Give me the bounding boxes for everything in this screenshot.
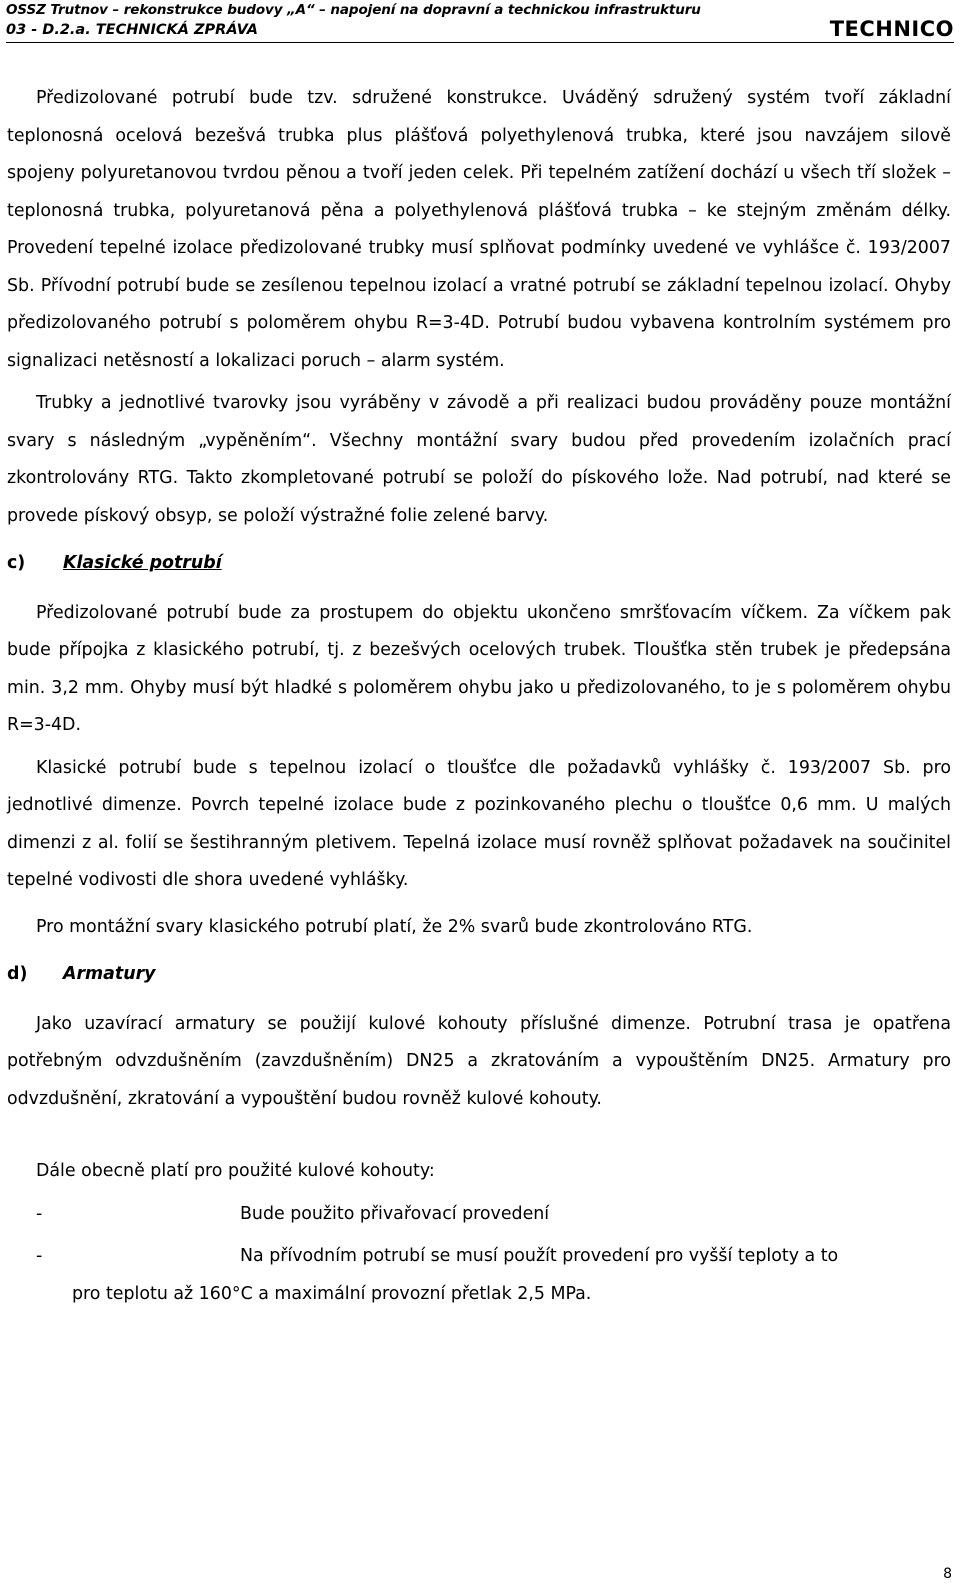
- list-item-text: Na přívodním potrubí se musí použít provedení pro vyšší teploty a to: [240, 1246, 839, 1266]
- paragraph-klasicke-potrubi-2: Klasické potrubí bude s tepelnou izolací o tloušťce dle požadavků vyhlášky č. 193/2007 Sb. pro jednotlivé dimenze. Povrch tepelné izolace bude z pozinkovaného plechu o tloušťce 0,6 mm. U malých dimenzi z al. folií se šestihranným pletivem. Tepelná izolace musí rovněž splňovat požadavek na součinitel tepelné vodivosti dle shora uvedené vyhlášky.: [7, 757, 951, 890]
- paragraph-kulove-kohouty-intro: Dále obecně platí pro použité kulové kohouty:: [36, 1161, 435, 1181]
- document-code: 03 - D.2.a. TECHNICKÁ ZPRÁVA: [6, 22, 259, 38]
- spacer: [7, 1118, 951, 1153]
- paragraph-predizolovane-potrubi: Předizolované potrubí bude tzv. sdružené konstrukce. Uváděný sdružený systém tvoří základní teplonosná ocelová bezešvá trubka plus plášťová polyethylenová trubka, které jsou navzájem silově spojeny polyuretanovou tvrdou pěnou a tvoří jeden celek. Při tepelném zatížení dochází u všech tří složek – teplonosná trubka, polyuretanová pěna a polyethylenová plášťová trubka – ke stejným změnám délky. Provedení tepelné izolace předizolované trubky musí splňovat podmínky uvedené ve vyhlášce č. 193/2007 Sb. Přívodní potrubí bude se zesílenou tepelnou izolací a vratné potrubí se základní tepelnou izolací. Ohyby předizolovaného potrubí s poloměrem ohybu R=3-4D. Potrubí budou vybavena kontrolním systémem pro signalizaci netěsností a lokalizaci poruch – alarm systém.: [7, 88, 951, 371]
- list-item: [7, 1238, 951, 1276]
- paragraph-klasicke-potrubi-1: Předizolované potrubí bude za prostupem do objektu ukončeno smršťovacím víčkem. Za víčkem pak bude přípojka z klasického potrubí, tj. z bezešvých ocelových trubek. Tloušťka stěn trubek je předepsána min. 3,2 mm. Ohyby musí být hladké s poloměrem ohybu jako u předizolovaného, to je s poloměrem ohybu R=3-4D.: [7, 602, 951, 735]
- paragraph-trubky-tvarovky: Trubky a jednotlivé tvarovky jsou vyráběny v závodě a při realizaci budou prováděny pouze montážní svary s následným „vypěněním“. Všechny montážní svary budou před provedením izolačních prací zkontrolovány RTG. Takto zkompletované potrubí se položí do pískového lože. Nad potrubí, nad které se provede pískový obsyp, se položí výstražné folie zelené barvy.: [7, 393, 951, 526]
- document-body: [7, 80, 951, 1313]
- section-heading-d: [7, 956, 951, 994]
- list-item-text: Bude použito přivařovací provedení: [240, 1203, 550, 1224]
- section-letter: d): [7, 964, 28, 984]
- page-header: [6, 0, 954, 43]
- section-heading-c: [7, 545, 951, 583]
- company-logo: TECHNICO: [829, 17, 954, 41]
- section-title: Armatury: [63, 964, 156, 984]
- list-dash: -: [36, 1246, 43, 1266]
- section-title: Klasické potrubí: [63, 553, 222, 573]
- list-item: [7, 1196, 951, 1234]
- list-dash: -: [36, 1203, 43, 1224]
- section-letter: c): [7, 553, 26, 573]
- page-number: 8: [943, 1566, 952, 1582]
- project-title: OSSZ Trutnov – rekonstrukce budovy „A“ – napojení na dopravní a technickou infrastrukturu: [6, 2, 701, 18]
- paragraph-armatury: Jako uzavírací armatury se použijí kulové kohouty příslušné dimenze. Potrubní trasa je opatřena potřebným odvzdušněním (zavzdušněním) DN25 a zkratováním a vypouštěním DN25. Armatury pro odvzdušnění, zkratování a vypouštění budou rovněž kulové kohouty.: [7, 1013, 951, 1109]
- paragraph-klasicke-potrubi-3: Pro montážní svary klasického potrubí platí, že 2% svarů bude zkontrolováno RTG.: [36, 916, 753, 937]
- list-item-continuation: pro teplotu až 160°C a maximální provozní přetlak 2,5 MPa.: [72, 1283, 592, 1304]
